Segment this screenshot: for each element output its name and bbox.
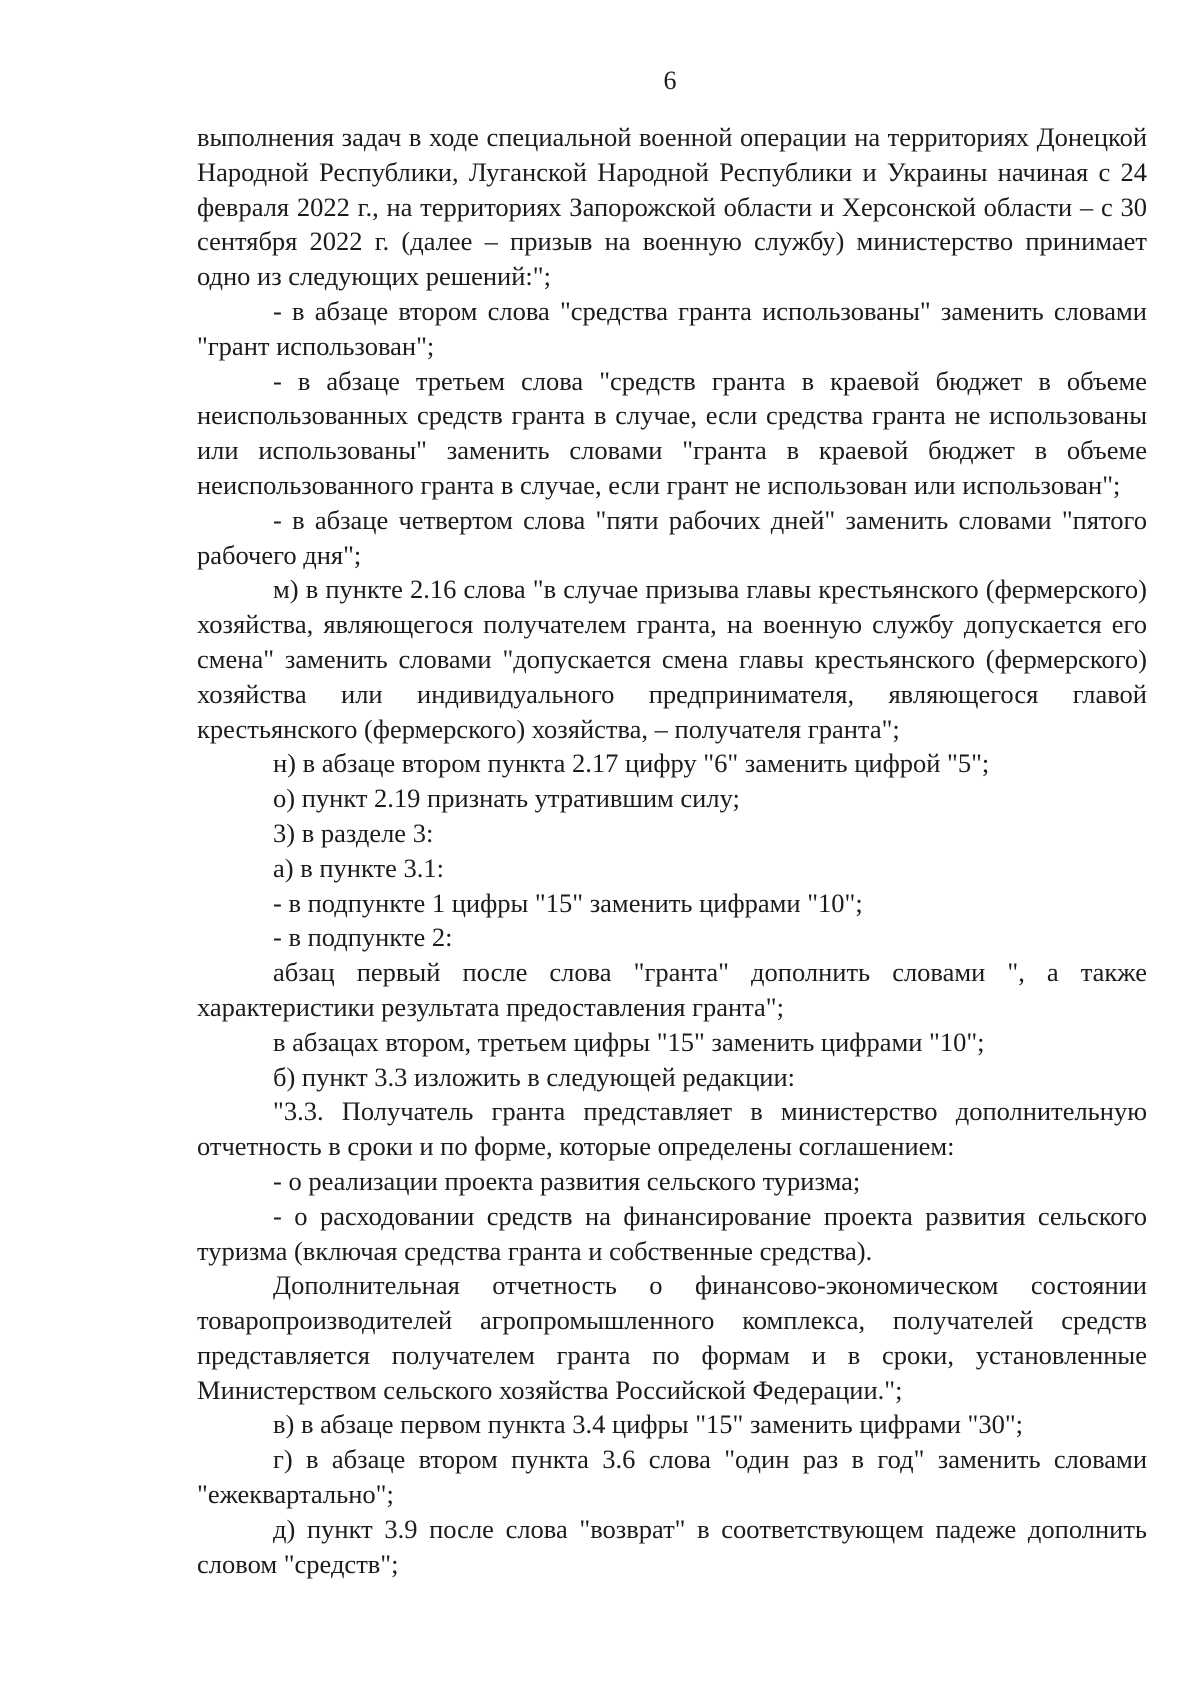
paragraph: Дополнительная отчетность о финансово-экономическом состоянии товаропроизводителей агропромышленного комплекса, получателей средств представляется получателем гранта по формам и в сроки, установленные Министерством сельского хозяйства Российской Федерации."; bbox=[197, 1270, 1147, 1405]
paragraph: абзац первый после слова "гранта" дополнить словами ", а также характеристики результата предоставления гранта"; bbox=[197, 957, 1147, 1022]
paragraph: - в абзаце третьем слова "средств гранта в краевой бюджет в объеме неиспользованных средств гранта в случае, если средства гранта не использованы или использованы" заменить словами "гранта в краевой бюджет в объеме неиспользованного гранта в случае, если грант не использован или использован"; bbox=[197, 365, 1147, 500]
page-number: 6 bbox=[663, 66, 677, 95]
paragraph: - о реализации проекта развития сельского туризма; bbox=[273, 1165, 861, 1196]
paragraph: - в подпункте 2: bbox=[273, 922, 453, 953]
paragraph: в абзацах втором, третьем цифры "15" заменить цифрами "10"; bbox=[273, 1026, 985, 1057]
paragraph: - в абзаце четвертом слова "пяти рабочих дней" заменить словами "пятого рабочего дня"; bbox=[197, 504, 1147, 570]
document-body bbox=[197, 120, 1147, 1581]
paragraph: - в подпункте 1 цифры "15" заменить цифрами "10"; bbox=[273, 887, 863, 918]
paragraph: б) пункт 3.3 изложить в следующей редакции: bbox=[273, 1061, 796, 1092]
paragraph: - в абзаце втором слова "средства гранта использованы" заменить словами "грант использован"; bbox=[197, 295, 1147, 361]
paragraph: о) пункт 2.19 признать утратившим силу; bbox=[273, 783, 740, 814]
paragraph: - о расходовании средств на финансирование проекта развития сельского туризма (включая средства гранта и собственные средства). bbox=[197, 1200, 1147, 1266]
paragraph: г) в абзаце втором пункта 3.6 слова "один раз в год" заменить словами "ежеквартально"; bbox=[197, 1444, 1147, 1510]
paragraph: выполнения задач в ходе специальной военной операции на территориях Донецкой Народной Республики, Луганской Народной Республики и Украины начиная с 24 февраля 2022 г., на территориях Запорожской области и Херсонской области – с 30 сентября 2022 г. (далее – призыв на военную службу) министерство принимает одно из следующих решений:"; bbox=[197, 122, 1147, 292]
paragraph: а) в пункте 3.1: bbox=[273, 852, 444, 883]
paragraph: н) в абзаце втором пункта 2.17 цифру "6" заменить цифрой "5"; bbox=[273, 748, 990, 779]
paragraph: 3) в разделе 3: bbox=[273, 817, 434, 848]
paragraph: "3.3. Получатель гранта представляет в министерство дополнительную отчетность в сроки и по форме, которые определены соглашением: bbox=[197, 1096, 1147, 1162]
paragraph: д) пункт 3.9 после слова "возврат" в соответствующем падеже дополнить словом "средств"; bbox=[197, 1513, 1147, 1579]
paragraph: м) в пункте 2.16 слова "в случае призыва главы крестьянского (фермерского) хозяйства, являющегося получателем гранта, на военную службу допускается его смена" заменить словами "допускается смена главы крестьянского (фермерского) хозяйства или индивидуального предпринимателя, являющегося главой крестьянского (фермерского) хозяйства, – получателя гранта"; bbox=[197, 574, 1147, 744]
paragraph: в) в абзаце первом пункта 3.4 цифры "15" заменить цифрами "30"; bbox=[273, 1409, 1023, 1440]
